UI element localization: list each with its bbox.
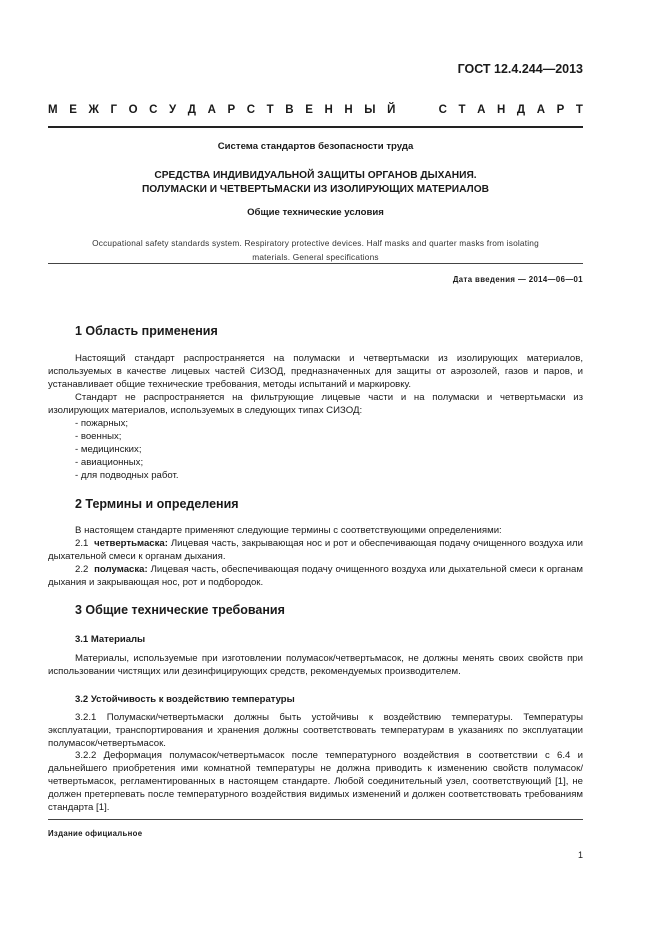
title-rule (48, 263, 583, 264)
banner-letter: С (438, 104, 447, 116)
banner-letter: Й (387, 104, 396, 116)
sub-title: Общие технические условия (247, 207, 384, 218)
page-number: 1 (577, 850, 583, 860)
term-2-1 (48, 537, 583, 563)
banner-letter: Д (516, 104, 526, 116)
term-number: 2.1 (75, 538, 89, 549)
banner-letter: С (149, 104, 158, 116)
main-title-line-1: СРЕДСТВА ИНДИВИДУАЛЬНОЙ ЗАЩИТЫ ОРГАНОВ ДЫХАНИЯ. (154, 170, 477, 181)
banner-letter: Т (575, 104, 583, 116)
banner-letter: Г (110, 104, 117, 116)
banner-letter: М (48, 104, 58, 116)
list-item: - военных; (75, 431, 122, 442)
banner-letter: В (285, 104, 294, 116)
main-title-line-2: ПОЛУМАСКИ И ЧЕТВЕРТЬМАСКИ ИЗ ИЗОЛИРУЮЩИХ МАТЕРИАЛОВ (141, 184, 489, 195)
english-title (48, 236, 583, 264)
section-1-paragraph-2: Стандарт не распространяется на фильтрующие лицевые части и на полумаски и четвертьмаски из изолирующих материалов, используемых в следующих типах СИЗОД: (48, 392, 583, 416)
banner-letter: Е (69, 104, 77, 116)
banner-letter: С (246, 104, 256, 116)
banner-letter: Е (305, 104, 313, 116)
main-title (48, 169, 583, 197)
term-number: 2.2 (75, 564, 89, 575)
list-item: - медицинских; (75, 444, 142, 455)
term-name: четвертьмаска: (94, 538, 168, 549)
banner-letter: Ы (364, 104, 376, 116)
list-item: - для подводных работ. (75, 470, 179, 481)
header-rule (48, 126, 583, 128)
clause-3-2-1: 3.2.1 Полумаски/четвертьмаски должны быть устойчивы к воздействию температуры. Температуры эксплуатации, транспортирования и хранения должны соответствовать температурам в указаниях по эксплуатации полумасок/четвертьмасок. (48, 712, 583, 749)
standard-number: ГОСТ 12.4.244—2013 (457, 62, 583, 76)
section-3-heading: 3 Общие технические требования (75, 603, 285, 617)
interstate-standard-banner (48, 104, 583, 116)
system-title: Система стандартов безопасности труда (217, 141, 414, 152)
banner-letter: А (536, 104, 546, 116)
banner-letter: Р (227, 104, 236, 116)
banner-letter: У (169, 104, 177, 116)
term-2-2 (48, 563, 583, 589)
clause-3-2-2: 3.2.2 Деформация полумасок/четвертьмасок после температурного воздействия в соответствии с 6.4 и дальнейшего приобретения ими комнатной температуры не должна приводить к изменению свойств полумасок/четвертьмасок, регламентированных в настоящем стандарте. Любой соединительный узел, соответствующий [1], не должен претерпевать после температурного воздействия видимых изменений и должен соответствовать требованиям стандарта [1]. (48, 750, 583, 813)
banner-letter: Н (344, 104, 353, 116)
subsection-3-1-paragraph: Материалы, используемые при изготовлении полумасок/четвертьмасок, не должны менять своих свойств при использовании чистящих или дезинфицирующих средств, рекомендуемых производителем. (48, 653, 583, 677)
edition-note: Издание официальное (48, 829, 143, 838)
english-title-line-1: Occupational safety standards system. Respiratory protective devices. Half masks and quarter masks from isolating (92, 238, 539, 248)
banner-letter: А (477, 104, 486, 116)
subsection-3-1-heading: 3.1 Материалы (75, 634, 146, 645)
list-item: - авиационных; (75, 457, 144, 468)
subsection-3-2-heading: 3.2 Устойчивость к воздействию температуры (75, 694, 295, 705)
banner-letter: Т (266, 104, 274, 116)
section-1-heading: 1 Область применения (75, 324, 218, 338)
section-1-bullet-list (75, 417, 179, 482)
banner-letter: Д (187, 104, 196, 116)
banner-letter: Р (556, 104, 565, 116)
banner-letter: А (207, 104, 216, 116)
term-definition: Лицевая часть, обеспечивающая подачу очищенного воздуха или дыхательной смеси к органам дыхания и закрывающая нос, рот и подбородок. (48, 564, 583, 588)
banner-word-gap (407, 104, 427, 116)
list-item: - пожарных; (75, 418, 129, 429)
term-name: полумаска: (94, 564, 148, 575)
banner-letter: Ж (88, 104, 99, 116)
banner-letter: О (128, 104, 138, 116)
term-definition: Лицевая часть, закрывающая нос и рот и обеспечивающая подачу очищенного воздуха или дыхательной смеси к органам дыхания. (48, 538, 583, 562)
banner-letter: Т (458, 104, 466, 116)
english-title-line-2: materials. General specifications (252, 252, 379, 262)
introduction-date: Дата введения — 2014—06—01 (452, 275, 583, 284)
section-2-heading: 2 Термины и определения (75, 497, 239, 511)
banner-letter: Н (497, 104, 506, 116)
section-2-paragraph-1: В настоящем стандарте применяют следующие термины с соответствующими определениями: (75, 525, 502, 536)
footer-rule (48, 819, 583, 820)
banner-letter: Н (324, 104, 333, 116)
section-1-paragraph-1: Настоящий стандарт распространяется на полумаски и четвертьмаски из изолирующих материалов, используемых в качестве лицевых частей СИЗОД, предназначенных для защиты от аэрозолей, газов и паров, и устанавливает общие технические требования, методы испытаний и маркировку. (48, 353, 583, 390)
